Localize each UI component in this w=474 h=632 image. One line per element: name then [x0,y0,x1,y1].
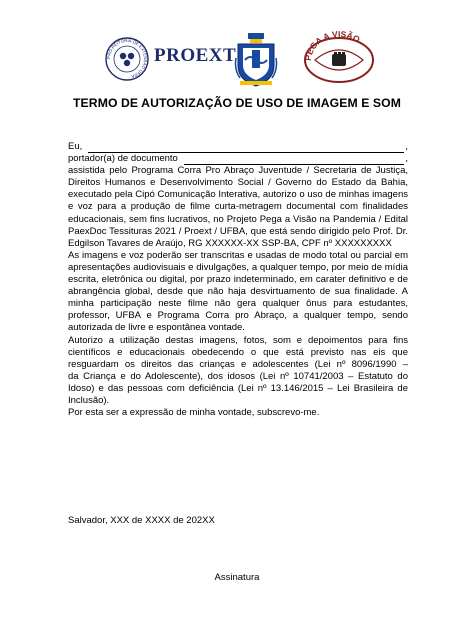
body-line: professor, UFBA e Programa Corra pro Abraço, a qualquer tempo, sendo [68,310,408,322]
name-blank-field[interactable] [88,143,404,153]
body-line: apresentações audiovisuais e divulgações, a qualquer tempo, por meio de mídia [68,261,408,273]
svg-text:PEGA A VISÃO: PEGA A VISÃO [302,28,362,62]
body-line: e voz para a produção de filme curta-metragem documental com finalidades [68,201,408,213]
body-line: assistida pelo Programa Corra Pro Abraço Juventude / Secretaria de Justiça, [68,165,408,177]
document-field-line [68,153,408,165]
eu-label: Eu, [68,141,83,152]
proext-logo [104,30,237,90]
body-line: científicos e educacionais obedecendo o que está previsto nas eis que [68,346,408,358]
portador-label: portador(a) de documento [68,153,178,165]
portador-end: , [405,153,408,165]
body-line: resguardam os direitos das crianças e adolescentes (Lei nº 8096/1990 – [68,358,408,370]
svg-text:PRÓ-REITORIA DE EXTENSÃO UFBA: PRÓ-REITORIA DE EXTENSÃO UFBA [105,37,149,80]
eu-end: , [405,141,408,152]
body-line: abrangência global, desde que não haja desvirtuamento de sua finalidade. A [68,286,408,298]
body-line: minha participação neste filme não gera qualquer ônus para estudantes, [68,298,408,310]
body-line: Direitos Humanos e Desenvolvimento Social / Governo do Estado da Bahia, [68,177,408,189]
ufba-crest-icon [234,32,278,88]
body-line: escrita, eletrônica ou digital, por prazo indeterminado, em carater definitivo e de [68,274,408,286]
document-body [68,141,408,419]
body-line: Por esta ser a expressão de minha vontade, subscrevo-me. [68,407,320,419]
body-line: executado pela Cipó Comunicação Interativa, autorizo o uso de minhas imagens [68,189,408,201]
body-line: Inclusão). [68,394,110,406]
proext-wordmark: PROEXT [154,45,237,66]
proext-seal-icon [104,36,150,82]
pega-a-visao-logo [301,28,377,92]
body-line: Autorizo a utilização destas imagens, fotos, som e depoimentos para fins [68,334,408,346]
body-line: educacionais, sem fins lucrativos, no Projeto Pega a Visão na Pandemia / Edital [68,213,408,225]
name-field-line [68,141,408,153]
signature-label: Assinatura [214,572,260,583]
place-date: Salvador, XXX de XXXX de 202XX [68,515,215,526]
body-line: Idoso) e das pessoas com deficiência (Lei nº 13.146/2015 – Lei Brasileira de [68,382,408,394]
body-line: da Criança e do Adolescente), dos idosos (Lei nº 10741/2003 – Estatuto do [68,370,408,382]
body-line: autorizada de livre e espontânea vontade. [68,322,245,334]
body-line: PaexDoc Tessituras 2021 / Proext / UFBA, que está sendo dirigido pelo Prof. Dr. [68,225,408,237]
document-blank-field[interactable] [184,155,405,165]
body-line: As imagens e voz poderão ser transcritas e usadas de modo total ou parcial em [68,249,408,261]
body-line: Edgilson Tavares de Araújo, RG XXXXXX-XX SSP-BA, CPF nº XXXXXXXXX [68,237,392,249]
document-title: TERMO DE AUTORIZAÇÃO DE USO DE IMAGEM E SOM [73,96,401,110]
